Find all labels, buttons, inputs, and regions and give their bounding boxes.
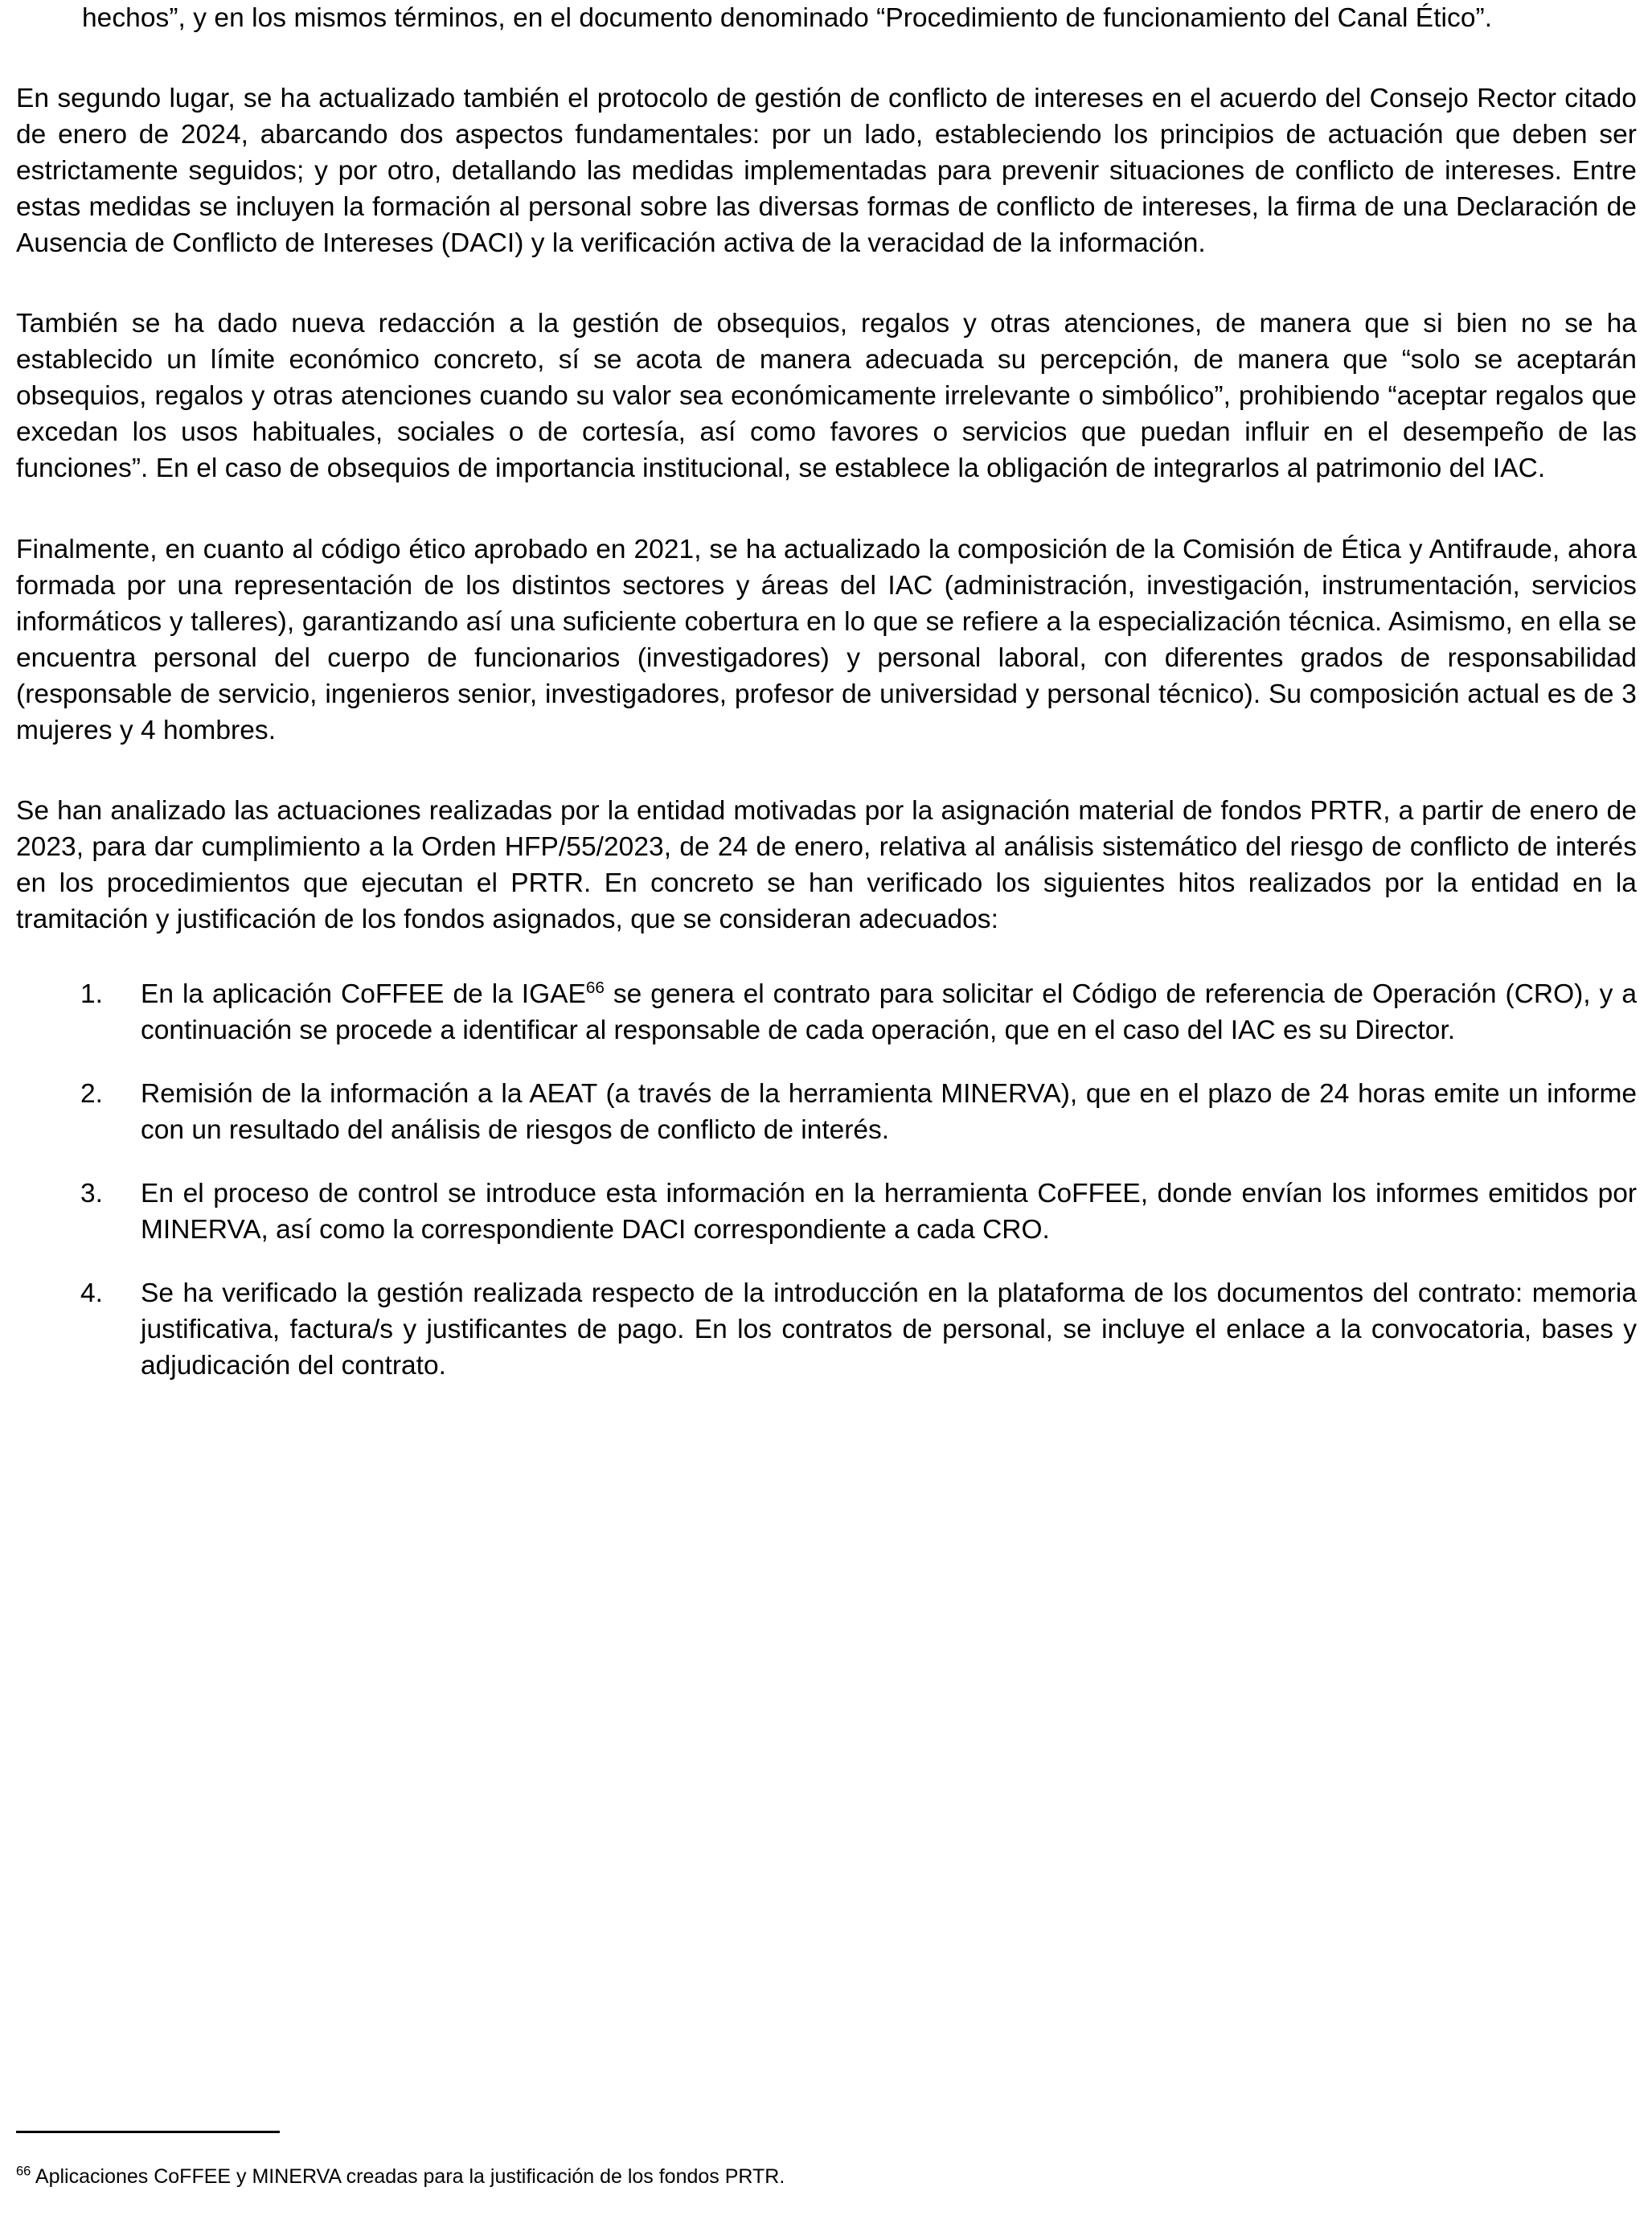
paragraph-spacer bbox=[16, 36, 1637, 80]
paragraph-tambien-redaccion: También se ha dado nueva redacción a la gestión de obsequios, regalos y otras atenciones, de manera que si bien no se ha establecido un límite económico concreto, sí se acota de manera adecuada su percepción, de manera que “solo se aceptarán obsequios, regalos y otras atenciones cuando su valor sea económicamente irrelevante o simbólico”, prohibiendo “aceptar regalos que excedan los usos habituales, sociales o de cortesía, así como favores o servicios que puedan influir en el desempeño de las funciones”. En el caso de obsequios de importancia institucional, se establece la obligación de integrarlos al patrimonio del IAC. bbox=[16, 309, 1637, 484]
paragraph-segundo-lugar: En segundo lugar, se ha actualizado también el protocolo de gestión de conflicto de intereses en el acuerdo del Consejo Rector citado de enero de 2024, abarcando dos aspectos fundamentales: por un lado, estableciendo los principios de actuación que deben ser estrictamente seguidos; y por otro, detallando las medidas implementadas para prevenir situaciones de conflicto de intereses. Entre estas medidas se incluyen la formación al personal sobre las diversas formas de conflicto de intereses, la firma de una Declaración de Ausencia de Conflicto de Intereses (DACI) y la verificación activa de la veracidad de la información. bbox=[16, 84, 1637, 259]
footnote-number: 66 bbox=[16, 2164, 31, 2179]
numbered-list bbox=[16, 976, 1637, 1384]
footnote-text bbox=[16, 2164, 1543, 2189]
list-item-marker: 4. bbox=[80, 1278, 103, 1309]
list-item bbox=[16, 1076, 1637, 1148]
list-item-text-part: se genera el contrato para solicitar el Código de referencia de Operación (CRO), y a continuación se procede a identificar al responsable de cada operación, que en el caso del IAC es su Director. bbox=[141, 979, 1637, 1046]
list-item-marker: 2. bbox=[80, 1079, 103, 1110]
list-item-text: Se ha verificado la gestión realizada respecto de la introducción en la plataforma de los documentos del contrato: memoria justificativa, factura/s y justificantes de pago. En los contratos de personal, se incluye el enlace a la convocatoria, bases y adjudicación del contrato. bbox=[141, 1278, 1637, 1381]
list-item-text: En el proceso de control se introduce esta información en la herramienta CoFFEE, donde envían los informes emitidos por MINERVA, así como la correspondiente DACI correspondiente a cada CRO. bbox=[141, 1179, 1637, 1245]
paragraph-spacer bbox=[16, 749, 1637, 793]
paragraph-spacer bbox=[16, 261, 1637, 306]
list-item bbox=[16, 1176, 1637, 1248]
list-item-text: Remisión de la información a la AEAT (a través de la herramienta MINERVA), que en el plazo de 24 horas emite un informe con un resultado del análisis de riesgos de conflicto de interés. bbox=[141, 1079, 1637, 1146]
list-item bbox=[16, 1275, 1637, 1384]
document-body bbox=[16, 0, 1637, 1384]
list-item-marker: 1. bbox=[80, 979, 103, 1009]
footnote-reference-marker[interactable]: 66 bbox=[585, 978, 605, 997]
paragraph-spacer bbox=[16, 487, 1637, 531]
list-item-text-part: En la aplicación CoFFEE de la IGAE bbox=[141, 979, 586, 1009]
footnote-body: Aplicaciones CoFFEE y MINERVA creadas para la justificación de los fondos PRTR. bbox=[31, 2165, 785, 2188]
list-spacer bbox=[16, 938, 1637, 976]
list-item bbox=[16, 976, 1637, 1048]
paragraph-continuation: hechos”, y en los mismos términos, en el documento denominado “Procedimiento de funcionamiento del Canal Ético”. bbox=[82, 3, 1493, 33]
paragraph-finalmente-codigo-etico: Finalmente, en cuanto al código ético aprobado en 2021, se ha actualizado la composición de la Comisión de Ética y Antifraude, ahora formada por una representación de los distintos sectores y áreas del IAC (administración, investigación, instrumentación, servicios informáticos y talleres), garantizando así una suficiente cobertura en lo que se refiere a la especialización técnica. Asimismo, en ella se encuentra personal del cuerpo de funcionarios (investigadores) y personal laboral, con diferentes grados de responsabilidad (responsable de servicio, ingenieros senior, investigadores, profesor de universidad y personal técnico). Su composición actual es de 3 mujeres y 4 hombres. bbox=[16, 534, 1637, 745]
list-item-text bbox=[141, 976, 1637, 1048]
footnote-separator-rule bbox=[16, 2131, 280, 2133]
list-item-marker: 3. bbox=[80, 1179, 103, 1209]
paragraph-actuaciones-prtr: Se han analizado las actuaciones realizadas por la entidad motivadas por la asignación material de fondos PRTR, a partir de enero de 2023, para dar cumplimiento a la Orden HFP/55/2023, de 24 de enero, relativa al análisis sistemático del riesgo de conflicto de interés en los procedimientos que ejecutan el PRTR. En concreto se han verificado los siguientes hitos realizados por la entidad en la tramitación y justificación de los fondos asignados, que se consideran adecuados: bbox=[16, 795, 1637, 934]
